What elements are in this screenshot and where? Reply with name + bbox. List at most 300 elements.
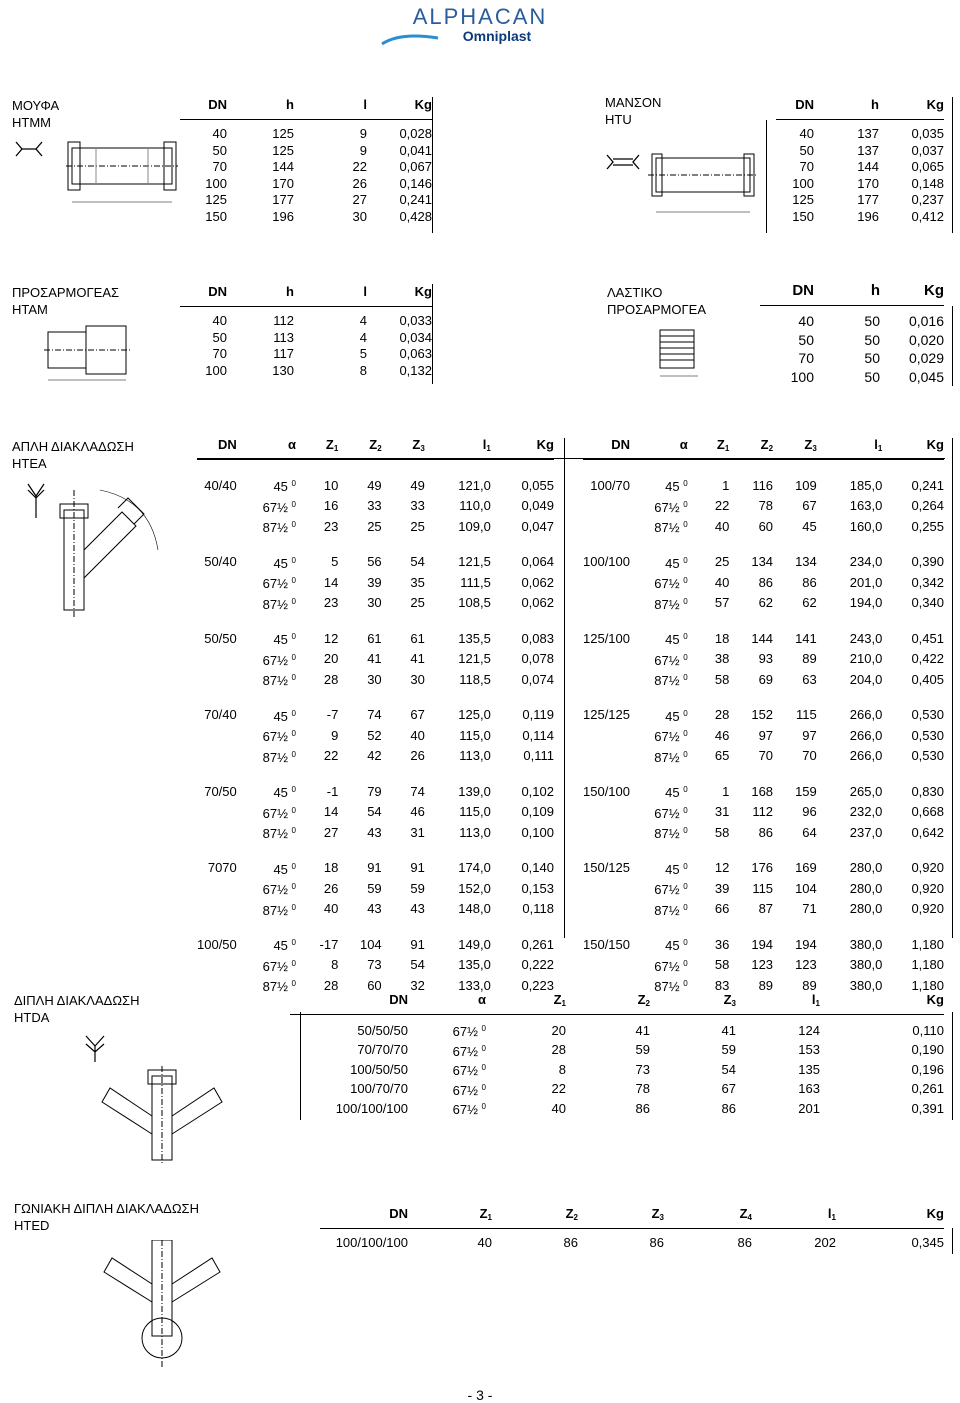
table-cell: 41: [410, 651, 425, 666]
table-cell: 0,111: [523, 748, 554, 763]
table-cell: 108,5: [458, 595, 491, 610]
table-cell: 0,083: [521, 630, 554, 646]
table-row: [583, 822, 944, 843]
brand-logo: [380, 4, 580, 46]
table-cell: 113,0: [459, 824, 491, 840]
table-cell: 0,016: [908, 313, 944, 329]
table-cell: 28: [323, 671, 339, 687]
gasket-drawing: [656, 326, 702, 380]
table-row: [290, 1060, 944, 1080]
table-cell: 40: [410, 727, 425, 743]
table-cell: 45 $^0$: [273, 938, 296, 953]
table-cell: 0,110: [912, 1022, 944, 1038]
table-row: [760, 331, 944, 350]
table-cell: 14: [323, 804, 339, 819]
dn-cell: [197, 802, 237, 823]
table-cell: 0,261: [911, 1081, 944, 1097]
table-cell: 152: [751, 707, 774, 722]
dn-cell: [583, 878, 630, 899]
table-row: [197, 516, 554, 537]
col-dn: DN: [583, 437, 630, 460]
table-row: [197, 649, 554, 670]
table-cell: 0,067: [399, 159, 432, 175]
table-row: [760, 306, 944, 331]
table-row: [320, 1229, 944, 1252]
table-cell: 23: [323, 518, 339, 534]
col-l1: $l_1$: [425, 437, 491, 460]
table-row: [197, 843, 554, 879]
table-cell: 1: [722, 783, 730, 799]
col-kg: Kg: [367, 97, 432, 120]
dn-cell: 7070: [207, 860, 237, 875]
table-cell: 28: [323, 977, 339, 993]
dn-cell: [583, 802, 630, 823]
col-z1: $Z_1$: [688, 437, 730, 460]
table-cell: 49: [367, 477, 382, 493]
col-dn: DN: [180, 97, 227, 120]
table-cell: 144: [751, 630, 774, 646]
table-cell: 266,0: [849, 707, 883, 722]
table-cell: 91: [367, 860, 382, 875]
table-row: [583, 766, 944, 802]
table-cell: 62: [758, 595, 774, 610]
table-row: [197, 766, 554, 802]
table-cell: 54: [410, 554, 425, 569]
table-cell: 116: [752, 477, 774, 493]
table-cell: 50: [864, 313, 880, 329]
table-cell: 174,0: [458, 860, 491, 875]
table-cell: 0,062: [521, 574, 554, 590]
table-row: [583, 899, 944, 920]
table-cell: 38: [714, 651, 730, 666]
table-cell: 20: [551, 1022, 566, 1038]
table-cell: 0,920: [911, 860, 944, 875]
table-cell: 65: [714, 748, 730, 763]
table-cell: 141: [795, 630, 817, 646]
table-cell: 73: [635, 1061, 650, 1077]
table-cell: 67: [410, 707, 425, 722]
htmm-drawing: [66, 120, 178, 210]
table-cell: 12: [323, 630, 339, 646]
table-cell: 67½ $^0$: [262, 958, 296, 974]
table-cell: 86: [758, 824, 774, 840]
table-cell: 109: [795, 477, 817, 493]
table-cell: 163,0: [849, 498, 883, 513]
dn-cell: [197, 899, 237, 920]
table-cell: 232,0: [849, 804, 883, 819]
dn-cell: [583, 746, 630, 767]
table-row: [583, 669, 944, 690]
col-l: l: [294, 284, 367, 307]
table-cell: 79: [367, 783, 382, 799]
table-cell: 4: [359, 329, 367, 345]
dn-cell: [197, 669, 237, 690]
dn-cell: 50/40: [204, 554, 237, 569]
page-number: - 3 -: [467, 1387, 493, 1403]
col-l: l: [294, 97, 367, 120]
table-row: [197, 878, 554, 899]
table-cell: 134: [795, 554, 817, 569]
col-z3: $Z_3$: [578, 1206, 664, 1229]
table-cell: 0,132: [399, 362, 432, 378]
col-z3: $Z_3$: [773, 437, 817, 460]
dn-cell: 50/50: [204, 630, 237, 646]
table-cell: 280,0: [849, 860, 883, 875]
col-dn: DN: [180, 284, 227, 307]
table-cell: 0,035: [911, 126, 944, 141]
table-cell: 196: [857, 208, 879, 224]
table-cell: 0,196: [911, 1061, 944, 1077]
table-cell: 67: [802, 498, 817, 513]
table-cell: 60: [367, 977, 382, 993]
table-cell: 0,223: [521, 977, 554, 993]
table-cell: 9: [359, 142, 367, 158]
table-cell: 0,146: [399, 175, 432, 191]
table-cell: 1,180: [911, 936, 944, 952]
table-row: [760, 349, 944, 368]
table-cell: 54: [721, 1061, 736, 1077]
hted-title: ΓΩΝΙΑΚΗ ΔΙΠΛΗ ΔΙΑΚΛΑΔΩΣΗ HTED: [14, 1201, 199, 1233]
col-l1: $l_1$: [752, 1206, 836, 1229]
col-h: h: [814, 97, 879, 120]
dn-cell: [583, 725, 630, 746]
table-cell: 204,0: [849, 671, 883, 687]
table-cell: 87½ $^0$: [262, 673, 296, 688]
table-cell: 30: [367, 671, 382, 687]
table-cell: 9: [331, 727, 339, 743]
col-z2: $Z_2$: [729, 437, 773, 460]
dn-cell: [583, 955, 630, 976]
col-kg: Kg: [879, 97, 944, 120]
table-cell: 125: [792, 192, 814, 208]
table-cell: 40: [212, 126, 227, 141]
table-cell: 23: [323, 595, 339, 610]
table-cell: 100: [790, 368, 814, 385]
table-cell: 112: [752, 804, 774, 819]
table-cell: 30: [367, 595, 382, 610]
table-cell: 133,0: [458, 977, 491, 993]
dn-cell: 70/50: [204, 783, 237, 799]
table-cell: 87½ $^0$: [654, 826, 688, 841]
table-cell: 0,237: [911, 192, 944, 208]
table-cell: 50: [798, 331, 814, 348]
col-dn: DN: [760, 283, 814, 306]
table-row: [583, 537, 944, 573]
table-cell: 170: [272, 175, 294, 191]
table-cell: 0,153: [521, 880, 554, 896]
table-cell: 67½ $^0$: [654, 882, 688, 897]
col-h: h: [814, 283, 880, 306]
htda-border: [952, 1012, 953, 1120]
table-cell: 234,0: [849, 554, 883, 569]
col-kg: Kg: [880, 283, 944, 306]
col-z1: $Z_1$: [296, 437, 338, 460]
table-cell: 0,064: [521, 554, 554, 569]
hted-border: [952, 1228, 953, 1254]
table-cell: 40: [477, 1235, 492, 1250]
table-cell: 185,0: [849, 477, 883, 493]
table-cell: 50: [864, 350, 880, 366]
dn-cell: 150/125: [583, 860, 630, 875]
table-cell: 0,830: [911, 783, 944, 799]
table-row: [180, 330, 432, 347]
table-row: [583, 843, 944, 879]
table-cell: 177: [857, 192, 879, 208]
table-cell: 43: [367, 901, 382, 916]
table-cell: 45: [802, 518, 817, 534]
table-cell: 112: [273, 313, 294, 328]
table-cell: 0,340: [911, 595, 944, 610]
table-cell: 50/50/50: [357, 1022, 408, 1038]
table-row: [776, 120, 944, 143]
table-cell: 74: [367, 707, 382, 722]
table-cell: 45 $^0$: [665, 555, 688, 571]
double-branch-symbol-icon: [82, 1034, 108, 1064]
table-cell: 67½ $^0$: [654, 499, 688, 515]
table-cell: 87½ $^0$: [654, 749, 688, 765]
table-cell: 121,5: [458, 651, 491, 666]
table-row: [583, 955, 944, 976]
col-dn: DN: [290, 992, 408, 1015]
table-cell: 27: [323, 824, 339, 840]
table-row: [197, 593, 554, 614]
table-cell: 67: [721, 1081, 736, 1097]
table-cell: 169: [795, 860, 817, 875]
dn-cell: 125/125: [583, 707, 630, 722]
table-cell: 73: [367, 957, 382, 972]
table-row: [197, 919, 554, 955]
table-cell: 1,180: [911, 977, 944, 993]
table-cell: 0,029: [908, 350, 944, 366]
dn-cell: 150/100: [583, 783, 630, 799]
table-cell: 87½ $^0$: [262, 749, 296, 765]
table-cell: 115,0: [459, 804, 491, 819]
table-cell: 243,0: [849, 630, 883, 646]
dn-cell: [197, 593, 237, 614]
table-cell: 380,0: [849, 957, 883, 972]
dn-cell: [583, 572, 630, 593]
table-cell: 70/70/70: [357, 1042, 408, 1058]
table-cell: 57: [714, 595, 730, 610]
htea-title: ΑΠΛΗ ΔΙΑΚΛΑΔΩΣΗ HTEA: [12, 439, 134, 471]
table-cell: 266,0: [849, 748, 883, 763]
table-cell: 0,920: [911, 901, 944, 916]
table-cell: 144: [272, 159, 294, 175]
table-cell: 67½ $^0$: [452, 1024, 486, 1039]
table-cell: 97: [802, 727, 817, 743]
table-cell: 67½ $^0$: [262, 882, 296, 897]
htea-border: [952, 438, 953, 938]
table-cell: 0,100: [521, 824, 554, 840]
table-cell: -17: [319, 936, 339, 952]
table-cell: 42: [367, 748, 382, 763]
col-z4: $Z_4$: [664, 1206, 752, 1229]
table-cell: 153: [798, 1042, 820, 1058]
table-cell: 280,0: [849, 901, 883, 916]
table-cell: 16: [323, 498, 339, 513]
table-row: [197, 802, 554, 823]
table-cell: 64: [802, 824, 817, 840]
table-cell: 54: [410, 957, 425, 972]
logo-brand: ALPHACAN: [412, 4, 548, 29]
table-cell: 43: [410, 901, 425, 916]
table-cell: 115,0: [459, 727, 491, 743]
table-cell: 14: [323, 574, 339, 590]
table-cell: 86: [635, 1100, 650, 1116]
table-row: [180, 120, 432, 143]
table-row: [776, 176, 944, 193]
table-cell: 0,045: [908, 368, 944, 385]
table-cell: 10: [323, 477, 339, 493]
table-cell: 0,190: [911, 1042, 944, 1058]
table-cell: 39: [367, 574, 382, 590]
dn-cell: [583, 669, 630, 690]
table-cell: 0,451: [911, 630, 944, 646]
table-cell: 87½ $^0$: [654, 596, 688, 612]
table-cell: 67½ $^0$: [654, 576, 688, 591]
hted-drawing: [90, 1240, 240, 1368]
table-cell: 45 $^0$: [665, 632, 688, 647]
table-cell: 135: [798, 1061, 820, 1077]
htea-right-table: [583, 437, 944, 996]
table-cell: 201: [798, 1100, 820, 1116]
table-row: [180, 192, 432, 209]
table-row: [583, 878, 944, 899]
table-cell: 0,390: [911, 554, 944, 569]
table-cell: 50: [212, 329, 227, 345]
table-cell: 70: [802, 748, 817, 763]
table-cell: 87½ $^0$: [654, 902, 688, 918]
htmm-table: [180, 97, 432, 226]
table-row: [197, 746, 554, 767]
table-row: [180, 143, 432, 160]
table-cell: 30: [410, 671, 425, 687]
table-cell: 41: [721, 1022, 736, 1038]
table-cell: 177: [272, 192, 294, 208]
table-cell: 0,261: [521, 936, 554, 952]
table-cell: 125: [272, 126, 294, 141]
table-cell: -7: [326, 707, 339, 722]
table-row: [583, 613, 944, 649]
htam-border: [432, 284, 433, 384]
dn-cell: [197, 822, 237, 843]
table-cell: 0,345: [911, 1235, 944, 1250]
col-z1: $Z_1$: [486, 992, 566, 1015]
table-cell: 27: [352, 192, 367, 208]
table-cell: 18: [714, 630, 730, 646]
col-dn: DN: [320, 1206, 408, 1229]
table-cell: 45 $^0$: [273, 708, 296, 724]
table-cell: 36: [714, 936, 730, 952]
table-cell: 70: [212, 346, 227, 362]
table-cell: 45 $^0$: [273, 632, 296, 647]
table-cell: 0,074: [521, 671, 554, 687]
gasket-title: ΛΑΣΤΙΚΟ ΠΡΟΣΑΡΜΟΓΕΑ: [607, 285, 706, 317]
table-cell: 0,422: [911, 651, 944, 666]
col-kg: Kg: [820, 992, 944, 1015]
table-cell: 0,033: [399, 313, 432, 328]
table-cell: 0,405: [911, 671, 944, 687]
table-cell: 25: [410, 518, 425, 534]
htam-drawing: [44, 322, 130, 384]
table-row: [290, 1041, 944, 1061]
dn-cell: [197, 878, 237, 899]
table-cell: 201,0: [849, 574, 883, 590]
dn-cell: [583, 593, 630, 614]
table-cell: 45 $^0$: [665, 785, 688, 800]
dn-cell: [197, 955, 237, 976]
table-cell: 380,0: [849, 977, 883, 993]
table-cell: 134: [751, 554, 774, 569]
table-cell: 194: [751, 936, 774, 952]
table-cell: 0,264: [911, 498, 944, 513]
table-cell: 202: [814, 1235, 836, 1250]
table-cell: 50: [212, 142, 227, 158]
table-row: [583, 460, 944, 496]
table-cell: 0,241: [911, 477, 944, 493]
table-cell: 0,041: [399, 142, 432, 158]
col-z2: $Z_2$: [492, 1206, 578, 1229]
table-cell: 0,148: [911, 175, 944, 191]
table-cell: 144: [857, 159, 879, 175]
table-cell: 18: [323, 860, 339, 875]
table-cell: 137: [857, 126, 879, 141]
htda-left-border: [300, 1012, 301, 1120]
table-row: [760, 368, 944, 387]
table-cell: 28: [551, 1042, 566, 1058]
col-kg: Kg: [491, 437, 554, 460]
table-cell: 125: [205, 192, 227, 208]
table-row: [197, 496, 554, 517]
table-cell: 0,065: [911, 159, 944, 175]
table-cell: 22: [352, 159, 367, 175]
table-cell: 8: [359, 362, 367, 378]
table-cell: 67½ $^0$: [452, 1043, 486, 1059]
col-alpha: α: [237, 437, 296, 460]
dn-cell: [583, 822, 630, 843]
table-cell: 25: [410, 595, 425, 610]
htu-table: [776, 97, 944, 226]
table-cell: 89: [802, 651, 817, 666]
table-cell: 40: [799, 126, 814, 141]
htu-title: ΜΑΝΣΟΝ HTU: [605, 95, 662, 127]
table-cell: 149,0: [458, 936, 491, 952]
table-cell: 89: [758, 977, 774, 993]
table-cell: 111,5: [460, 574, 491, 590]
table-row: [290, 1099, 944, 1119]
table-row: [180, 346, 432, 363]
table-cell: 194,0: [849, 595, 883, 610]
dn-cell: [197, 496, 237, 517]
table-row: [197, 572, 554, 593]
htmm-title: ΜΟΥΦΑ HTMM: [12, 98, 60, 130]
table-row: [583, 919, 944, 955]
table-cell: 1: [722, 477, 730, 493]
table-cell: 0,530: [911, 748, 944, 763]
table-cell: 130: [272, 362, 294, 378]
gasket-border: [952, 306, 953, 386]
table-cell: 123: [795, 957, 817, 972]
table-cell: 176: [751, 860, 774, 875]
dn-cell: [197, 746, 237, 767]
table-row: [776, 209, 944, 226]
table-cell: 86: [737, 1235, 752, 1250]
table-cell: 26: [323, 880, 339, 896]
table-cell: 266,0: [849, 727, 883, 743]
table-cell: 35: [410, 574, 425, 590]
table-cell: 100/50/50: [350, 1061, 408, 1077]
table-cell: 70: [758, 748, 774, 763]
